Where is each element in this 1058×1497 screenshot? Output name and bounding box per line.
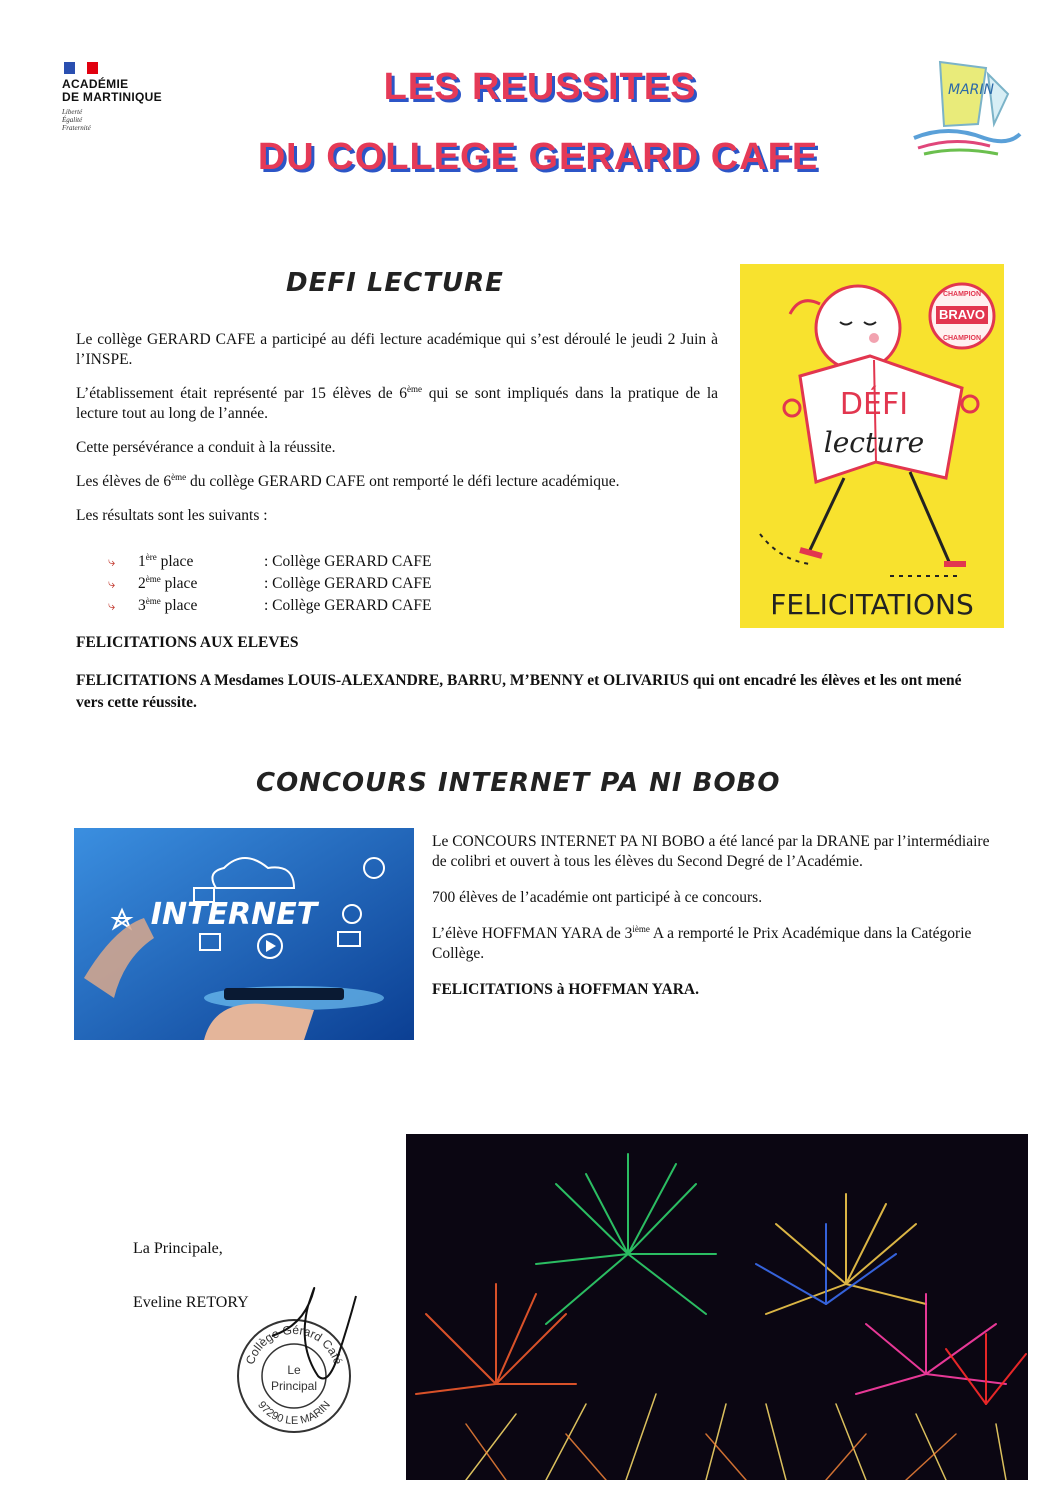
- stamp-outer-text: Collège Gérard Café: [242, 1322, 346, 1367]
- felicitations-eleves: FELICITATIONS AUX ELEVES: [76, 634, 299, 651]
- badge-center-text: BRAVO: [939, 307, 985, 322]
- arrow-bullet-icon: ⤷: [108, 598, 116, 613]
- poster-felicitations: FELICITATIONS: [770, 588, 974, 621]
- badge-top-text: CHAMPION: [942, 291, 982, 298]
- signature-role: La Principale,: [133, 1240, 223, 1257]
- defi-paragraph-2: L’établissement était représenté par 15 élèves de 6ème qui se sont impliqués dans la pratique de la lecture tout au long de l’année.: [76, 383, 719, 422]
- concours-paragraph-2: 700 élèves de l’académie ont participé à ce concours.: [432, 889, 763, 906]
- result-college: : Collège GERARD CAFE: [264, 597, 432, 614]
- defi-paragraph-3: Cette persévérance a conduit à la réussite.: [76, 439, 336, 456]
- academy-logo: [62, 62, 192, 132]
- result-place: 2ème place: [138, 573, 198, 592]
- concours-heading: CONCOURS INTERNET PA NI BOBO: [256, 768, 781, 798]
- list-item: [108, 573, 528, 595]
- marin-logo-text: MARIN: [948, 82, 994, 98]
- internet-word: INTERNET: [150, 897, 318, 932]
- stamp-inner-principal: Principal: [270, 1379, 318, 1393]
- result-place: 3ème place: [138, 595, 198, 614]
- result-college: : Collège GERARD CAFE: [264, 575, 432, 592]
- results-intro: Les résultats sont les suivants :: [76, 507, 268, 524]
- badge-bottom-text: CHAMPION: [942, 335, 982, 342]
- concours-text: [432, 832, 992, 1016]
- internet-image: [74, 828, 414, 1040]
- handwritten-signature: [262, 1276, 362, 1386]
- concours-paragraph-3: L’élève HOFFMAN YARA de 3ième A a remporté le Prix Académique dans la Catégorie Collège.: [432, 923, 972, 962]
- arrow-bullet-icon: ⤷: [108, 576, 116, 591]
- french-flag-icon: [64, 62, 98, 74]
- defi-lecture-poster: [740, 264, 1004, 628]
- result-college: : Collège GERARD CAFE: [264, 553, 432, 570]
- felicitations-mesdames: FELICITATIONS A Mesdames LOUIS-ALEXANDRE, BARRU, M’BENNY et OLIVARIUS qui ont encadré les élèves et les ont mené vers cette réussite.: [76, 672, 962, 711]
- concours-paragraph-1: Le CONCOURS INTERNET PA NI BOBO a été lancé par la DRANE par l’intermédiaire de colibri et ouvert à tous les élèves du Second Degré de l’Académie.: [432, 833, 990, 870]
- stamp-inner-le: Le: [287, 1363, 301, 1377]
- defi-lecture-heading: DEFI LECTURE: [286, 268, 504, 298]
- signature-name: Eveline RETORY: [133, 1294, 249, 1311]
- academy-name: ACADÉMIE DE MARTINIQUE: [62, 77, 162, 104]
- defi-lecture-text: [76, 330, 718, 534]
- defi-paragraph-4: Les élèves de 6ème du collège GERARD CAFE ont remporté le défi lecture académique.: [76, 471, 620, 490]
- college-marin-logo: [908, 54, 1024, 166]
- list-item: [108, 595, 528, 617]
- defi-paragraph-1: Le collège GERARD CAFE a participé au défi lecture académique qui s’est déroulé le jeudi 2 Juin à l’INSPE.: [76, 331, 718, 368]
- book-title-lecture: lecture: [823, 426, 925, 459]
- signature-block: [133, 1240, 249, 1312]
- svg-text:97290 LE MARIN: [255, 1399, 333, 1427]
- page-title-line2: DU COLLEGE GERARD CAFE: [257, 136, 819, 178]
- arrow-bullet-icon: ⤷: [108, 554, 116, 569]
- results-list: [108, 551, 528, 617]
- stamp-bottom-text: 97290 LE MARIN: [255, 1399, 333, 1428]
- list-item: [108, 551, 528, 573]
- fireworks-image: [406, 1134, 1028, 1480]
- result-place: 1ère place: [138, 551, 194, 570]
- republic-motto: Liberté Égalité Fraternité: [62, 108, 91, 132]
- page-title-line1: LES REUSSITES: [383, 66, 697, 108]
- book-title-defi: DÉFI: [839, 387, 909, 422]
- concours-felicitations: FELICITATIONS à HOFFMAN YARA.: [432, 981, 699, 998]
